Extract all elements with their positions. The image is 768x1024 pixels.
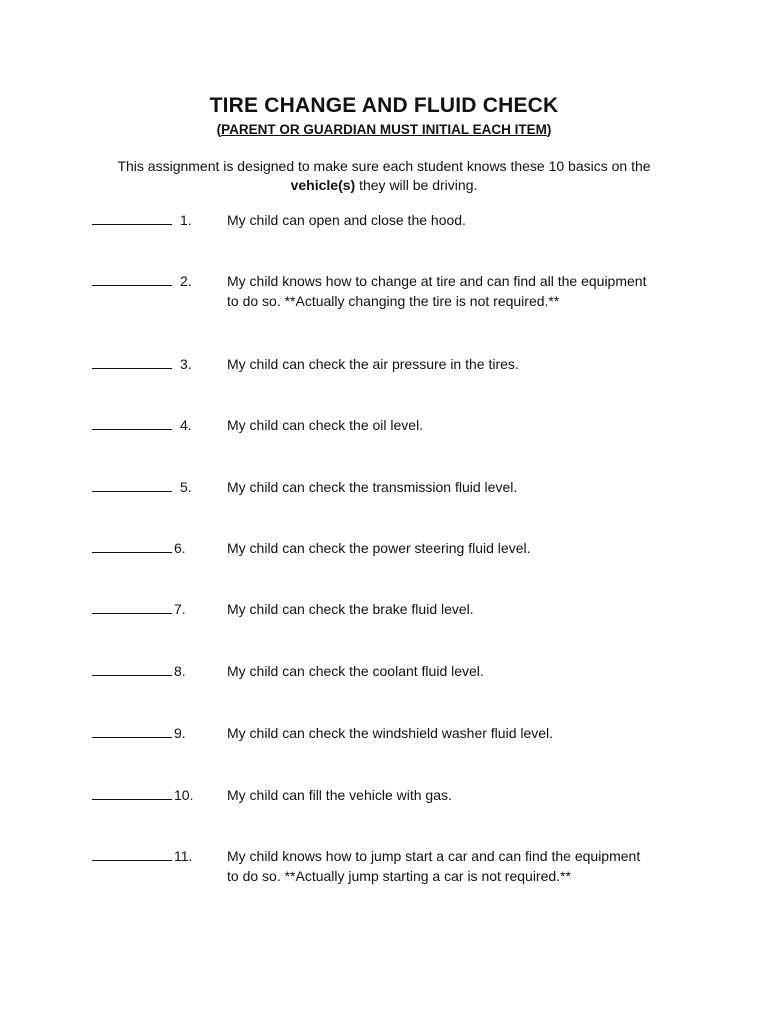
checklist-item-3 bbox=[0, 354, 768, 398]
item-text bbox=[227, 210, 707, 230]
initial-blank-line[interactable] bbox=[92, 224, 172, 225]
page-title: TIRE CHANGE AND FLUID CHECK bbox=[209, 94, 559, 117]
checklist-item-5 bbox=[0, 477, 768, 521]
item-number: 8. bbox=[174, 663, 186, 679]
item-text bbox=[227, 846, 707, 886]
item-text-line-2: to do so. **Actually jump starting a car is not required.** bbox=[227, 868, 571, 884]
subtitle-open-paren: ( bbox=[216, 122, 222, 137]
item-text bbox=[227, 477, 707, 497]
item-text-line: My child knows how to change at tire and can find all the equipment bbox=[227, 273, 647, 289]
initial-blank-line[interactable] bbox=[92, 613, 172, 614]
initial-blank-line[interactable] bbox=[92, 799, 172, 800]
item-text-line: My child can check the windshield washer fluid level. bbox=[227, 725, 554, 741]
initial-blank-line[interactable] bbox=[92, 552, 172, 553]
intro-vehicle-bold: vehicle(s) bbox=[290, 177, 356, 193]
checklist-item-8 bbox=[0, 661, 768, 705]
checklist-item-9 bbox=[0, 723, 768, 767]
item-text-line: My child can check the brake fluid level. bbox=[227, 601, 474, 617]
initial-blank-line[interactable] bbox=[92, 737, 172, 738]
item-text-line: My child can check the air pressure in the tires. bbox=[227, 356, 519, 372]
item-text-line: My child can check the coolant fluid level. bbox=[227, 663, 484, 679]
initial-blank-line[interactable] bbox=[92, 860, 172, 861]
initial-blank-line[interactable] bbox=[92, 429, 172, 430]
initial-blank-line[interactable] bbox=[92, 285, 172, 286]
checklist-item-7 bbox=[0, 599, 768, 643]
item-number: 6. bbox=[174, 540, 186, 556]
item-text bbox=[227, 785, 707, 805]
checklist-item-11 bbox=[0, 846, 768, 890]
checklist-item-10 bbox=[0, 785, 768, 829]
item-number: 11. bbox=[174, 848, 193, 864]
checklist-item-4 bbox=[0, 415, 768, 459]
item-text bbox=[227, 723, 707, 743]
item-text-line: My child can check the power steering fluid level. bbox=[227, 540, 531, 556]
item-text-line: My child can check the transmission fluid level. bbox=[227, 479, 518, 495]
item-text-line: My child knows how to jump start a car and can find the equipment bbox=[227, 848, 641, 864]
intro-line-1: This assignment is designed to make sure each student knows these 10 basics on the bbox=[117, 158, 651, 174]
subtitle-close-paren: ) bbox=[546, 122, 552, 137]
item-text-line: My child can fill the vehicle with gas. bbox=[227, 787, 452, 803]
item-number: 4. bbox=[180, 417, 192, 433]
intro-line-2-rest: they will be driving. bbox=[355, 177, 478, 193]
item-number: 3. bbox=[180, 356, 192, 372]
intro-line-2 bbox=[0, 176, 768, 195]
item-number: 9. bbox=[174, 725, 186, 741]
item-number: 1. bbox=[180, 212, 192, 228]
item-text bbox=[227, 271, 707, 311]
item-text-line: My child can open and close the hood. bbox=[227, 212, 466, 228]
item-number: 5. bbox=[180, 479, 192, 495]
subtitle-text: PARENT OR GUARDIAN MUST INITIAL EACH ITEM bbox=[221, 122, 547, 137]
checklist-item-2 bbox=[0, 271, 768, 315]
checklist-item-1 bbox=[0, 210, 768, 254]
item-text bbox=[227, 415, 707, 435]
item-number: 2. bbox=[180, 273, 192, 289]
item-text bbox=[227, 538, 707, 558]
initial-blank-line[interactable] bbox=[92, 368, 172, 369]
intro-paragraph bbox=[0, 157, 768, 195]
item-number: 10. bbox=[174, 787, 194, 803]
page-subtitle bbox=[0, 122, 768, 137]
item-text bbox=[227, 354, 707, 374]
item-text bbox=[227, 661, 707, 681]
item-number: 7. bbox=[174, 601, 186, 617]
checklist-item-6 bbox=[0, 538, 768, 582]
initial-blank-line[interactable] bbox=[92, 491, 172, 492]
item-text-line-2: to do so. **Actually changing the tire is not required.** bbox=[227, 293, 560, 309]
initial-blank-line[interactable] bbox=[92, 675, 172, 676]
item-text-line: My child can check the oil level. bbox=[227, 417, 424, 433]
item-text bbox=[227, 599, 707, 619]
